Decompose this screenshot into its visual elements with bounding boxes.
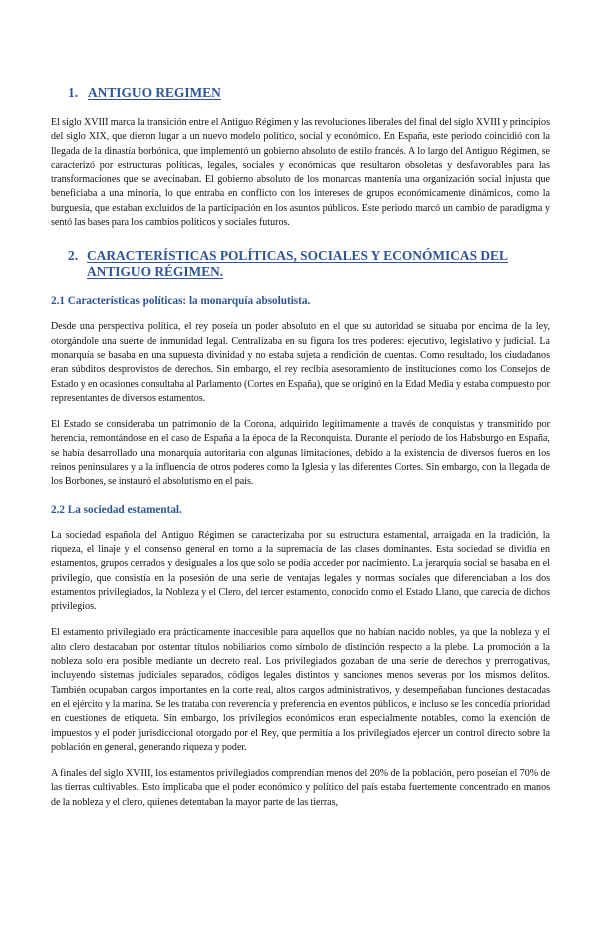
section-2-heading bbox=[51, 248, 550, 280]
section-1-paragraph: El siglo XVIII marca la transición entre el Antiguo Régimen y las revoluciones liberales del final del siglo XVIII y principios del siglo XIX, que dieron lugar a un nuevo modelo político, social y económico. En España, este periodo coincidió con la llegada de la dinastía borbónica, que implementó un gobierno absoluto de estilo francés. A lo largo del Antiguo Régimen, se caracterizó por estructuras políticas, legales, sociales y económicas que resultaron obsoletas y desfavorables para las transformaciones que se avecinaban. El gobierno absoluto de los monarcas mantenía una organización social injusta que beneficiaba a una minoría, lo que entraba en conflicto con los intereses de grupos económicamente dinámicos, como la burguesía, que estaban excluidos de la participación en los asuntos públicos. Este periodo marcó un cambio de paradigma y sentó las bases para los cambios políticos y sociales futuros. bbox=[51, 117, 550, 229]
subsection-2-2-paragraph-1: La sociedad española del Antiguo Régimen se caracterizaba por su estructura estamental, arraigada en la tradición, la riqueza, el linaje y el consenso general en torno a la supremacía de las clases dominantes. Esta sociedad se dividía en estamentos, grupos cerrados y desiguales a los que solo se podía acceder por nacimiento. La jerarquía social se basaba en el privilegio, que consistía en la posesión de una serie de ventajas legales y normas sociales que diferenciaban a los dos estamentos privilegiados, la Nobleza y el Clero, del tercer estamento, conocido como el Estado Llano, que carecía de dichos privilegios. bbox=[51, 529, 550, 613]
subsection-2-1-paragraph-2: El Estado se consideraba un patrimonio de la Corona, adquirido legítimamente a través de conquistas y transmitido por herencia, remontándose en el caso de España a la época de la Reconquista. Durante el período de los Habsburgo en España, se había desarrollado una monarquía autoritaria con algunas limitaciones, debido a la existencia de diversos fueros en los reinos peninsulares y a la influencia de otros poderes como la Iglesia y las diferentes Cortes. Sin embargo, con la llegada de los Borbones, se instauró el absolutismo en el país. bbox=[51, 419, 550, 488]
section-1-heading bbox=[51, 85, 550, 101]
section-2-title: CARACTERÍSTICAS POLÍTICAS, SOCIALES Y ECONÓMICAS DEL ANTIGUO RÉGIMEN. bbox=[87, 248, 508, 280]
subsection-2-1-paragraph-1: Desde una perspectiva política, el rey poseía un poder absoluto en el que su autoridad se situaba por encima de la ley, otorgándole una suerte de inmunidad legal. Centralizaba en su figura los tres poderes: ejecutivo, legislativo y judicial. La monarquía se basaba en una supuesta divinidad y no estaba sujeta a rendición de cuentas. Como resultado, los ciudadanos eran súbditos desprovistos de derechos. Sin embargo, el rey recibía asesoramiento de instituciones como los Consejos de Estado y en ocasiones consultaba al Parlamento (Cortes en España), que se originó en la Edad Media y estaba compuesto por representantes de diversos estamentos. bbox=[51, 321, 550, 404]
subsection-2-2-paragraph-3: A finales del siglo XVIII, los estamentos privilegiados comprendían menos del 20% de la población, pero poseían el 70% de las tierras cultivables. Esto implicaba que el poder económico y político del país estaba fuertemente concentrado en manos de la nobleza y el clero, quienes detentaban la mayor parte de las tierras, bbox=[51, 768, 550, 808]
section-1-number: 1. bbox=[68, 85, 79, 100]
document-page bbox=[0, 85, 600, 933]
subsection-2-2-paragraph-2: El estamento privilegiado era prácticamente inaccesible para aquellos que no habían nacido nobles, ya que la nobleza y el alto clero destacaban por ostentar títulos nobiliarios como símbolo de distinción respecto a la plebe. La promoción a la nobleza solo era posible mediante un decreto real. Los privilegiados gozaban de una serie de derechos y prerrogativas, incluyendo sistemas judiciales separados, códigos legales distintos y sanciones menos severas por los mismos delitos. También ocupaban cargos importantes en la corte real, altos cargos administrativos, y desempeñaban funciones destacadas en el ejército y la marina. Se les trataba con reverencia y preferencia en eventos públicos, e incluso se les concedía prioridad en cuestiones de etiqueta. Sin embargo, los privilegios económicos eran especialmente notables, como la exención de impuestos y el poder jurisdiccional otorgado por el Rey, que permitía a los privilegiados ejercer un control directo sobre la población en general, generando riqueza y poder. bbox=[51, 627, 550, 753]
section-1-title: ANTIGUO REGIMEN bbox=[88, 85, 221, 100]
section-2-number: 2. bbox=[68, 248, 79, 264]
subsection-2-1-heading: 2.1 Características políticas: la monarquía absolutista. bbox=[51, 295, 311, 308]
subsection-2-2-heading: 2.2 La sociedad estamental. bbox=[51, 503, 182, 516]
